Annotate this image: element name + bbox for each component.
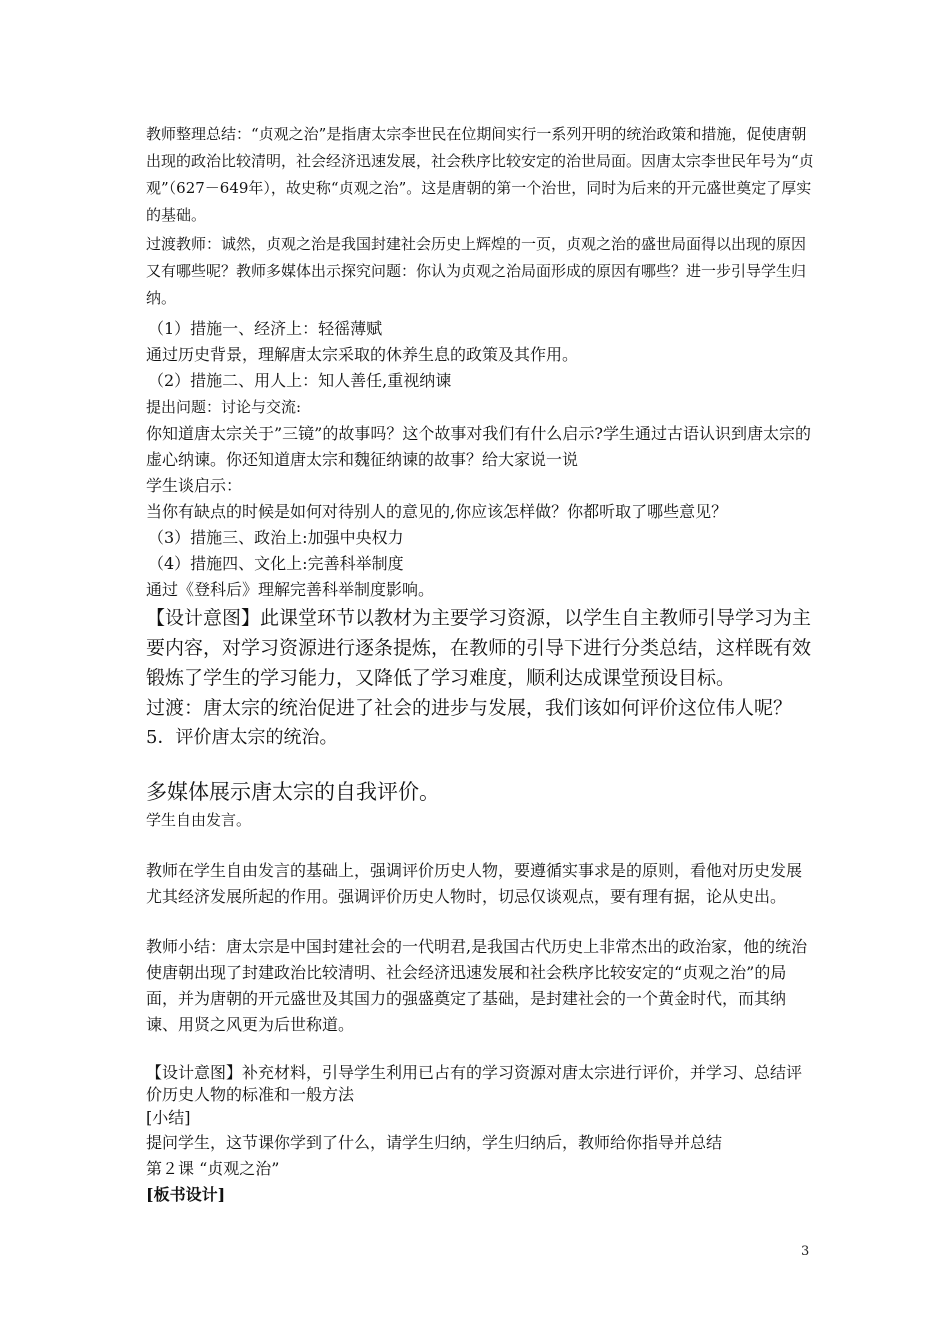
blank-line-1	[146, 753, 816, 777]
measure-heading-4: （4）措施四、文化上:完善科举制度	[148, 554, 404, 573]
design-intent-paragraph-2: 【设计意图】补充材料，引导学生利用已占有的学习资源对唐太宗进行评价，并学习、总结评价历史人物的标准和一般方法	[146, 1063, 803, 1104]
document-content	[146, 121, 816, 1208]
section-five-heading: 5．评价唐太宗的统治。	[146, 727, 338, 748]
design-intent-paragraph-1: 【设计意图】此课堂环节以教材为主要学习资源，以学生自主教师引导学习为主要内容，对学习资源进行逐条提炼，在教师的引导下进行分类总结，这样既有效锻炼了学生的学习能力，又降低了学习难度，顺利达成课堂预设目标。	[146, 607, 812, 689]
measure-heading-1: （1）措施一、经济上：轻徭薄赋	[148, 319, 383, 338]
lesson-title-line: 第２课 “贞观之治”	[146, 1159, 280, 1178]
blank-line-3	[146, 910, 816, 934]
exam-paragraph: 通过《登科后》理解完善科举制度影响。	[146, 580, 435, 599]
board-design-heading: [板书设计]	[146, 1185, 226, 1204]
summary-paragraph: 教师整理总结：“贞观之治”是指唐太宗李世民在位期间实行一系列开明的统治政策和措施，促使唐朝出现的政治比较清明，社会经济迅速发展，社会秩序比较安定的治世局面。因唐太宗李世民年号为“贞观”（627－649年），故史称“贞观之治”。这是唐朝的第一个治世，同时为后来的开元盛世奠定了厚实的基础。	[146, 125, 814, 224]
question-paragraph: 提出问题：讨论与交流:	[146, 398, 302, 416]
story-paragraph: 你知道唐太宗关于”三镜”的故事吗？这个故事对我们有什么启示?学生通过古语认识到唐太宗的虚心纳谏。你还知道唐太宗和魏征纳谏的故事？给大家说一说	[146, 424, 811, 469]
small-summary-label: [小结]	[146, 1108, 191, 1127]
transition-paragraph-2: 过渡：唐太宗的统治促进了社会的进步与发展，我们该如何评价这位伟人呢？	[146, 697, 793, 719]
measure-heading-3: （3）措施三、政治上:加强中央权力	[148, 528, 404, 547]
blank-line-2	[146, 834, 816, 858]
blank-line-4	[146, 1038, 816, 1062]
teacher-summary-paragraph: 教师小结：唐太宗是中国封建社会的一代明君,是我国古代历史上非常杰出的政治家，他的统治使唐朝出现了封建政治比较清明、社会经济迅速发展和社会秩序比较安定的“贞观之治”的局面，并为唐朝的开元盛世及其国力的强盛奠定了基础，是封建社会的一个黄金时代，而其纳谏、用贤之风更为后世称道。	[146, 937, 808, 1034]
page-number: 3	[801, 1244, 810, 1259]
ask-students-paragraph: 提问学生，这节课你学到了什么，请学生归纳，学生归纳后，教师给你指导并总结	[146, 1133, 723, 1152]
teacher-emphasis-paragraph: 教师在学生自由发言的基础上，强调评价历史人物，要遵循实事求是的原则，看他对历史发展尤其经济发展所起的作用。强调评价历史人物时，切忌仅谈观点，要有理有据，论从史出。	[146, 861, 803, 906]
student-inspiration-label: 学生谈启示：	[146, 476, 243, 495]
transition-paragraph-1: 过渡教师：诚然，贞观之治是我国封建社会历史上辉煌的一页，贞观之治的盛世局面得以出现的原因又有哪些呢？教师多媒体出示探究问题：你认为贞观之治局面形成的原因有哪些？进一步引导学生归纳。	[146, 235, 807, 307]
measure-heading-2: （2）措施二、用人上：知人善任,重视纳谏	[148, 371, 452, 390]
free-speech-paragraph: 学生自由发言。	[146, 811, 252, 829]
advice-paragraph: 当你有缺点的时候是如何对待别人的意见的,你应该怎样做？你都听取了哪些意见？	[146, 502, 728, 521]
multimedia-paragraph: 多媒体展示唐太宗的自我评价。	[146, 780, 440, 804]
measure-note-1: 通过历史背景，理解唐太宗采取的休养生息的政策及其作用。	[146, 345, 579, 364]
